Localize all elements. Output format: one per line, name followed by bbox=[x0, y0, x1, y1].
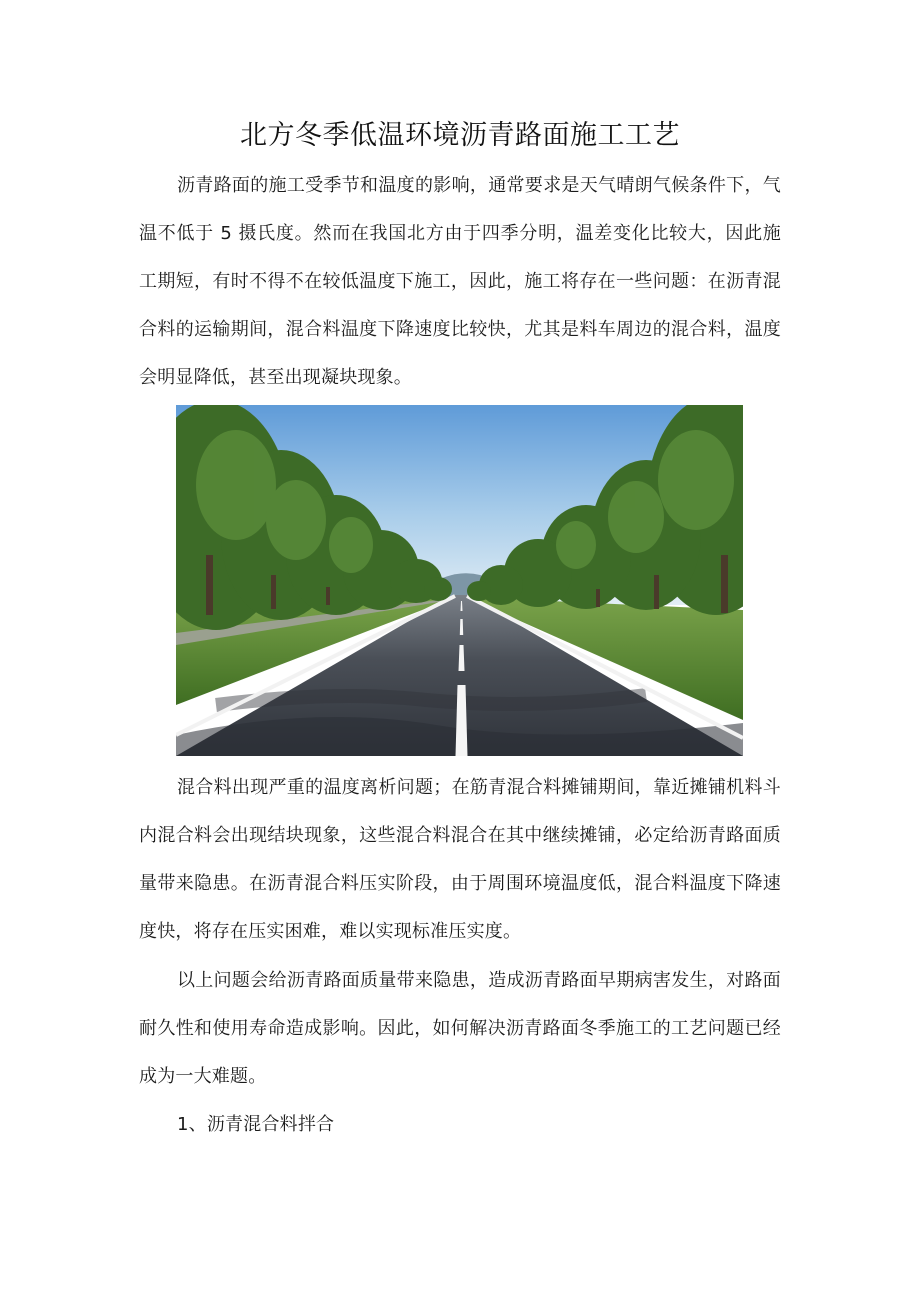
paragraph-quality-risk: 以上问题会给沥青路面质量带来隐患，造成沥青路面早期病害发生，对路面耐久性和使用寿命造成影响。因此，如何解决沥青路面冬季施工的工艺问题已经成为一大难题。 bbox=[139, 970, 781, 1087]
road-photo bbox=[176, 405, 743, 756]
paragraph-intro: 沥青路面的施工受季节和温度的影响，通常要求是天气晴朗气候条件下，气温不低于 5 摄氏度。然而在我国北方由于四季分明，温差变化比较大，因此施工期短，有时不得不在较低温度下施工，因此，施工将存在一些问题：在沥青混合料的运输期间，混合料温度下降速度比较快，尤其是料车周边的混合料，温度会明显降低，甚至出现凝块现象。 bbox=[139, 175, 781, 388]
document-title: 北方冬季低温环境沥青路面施工工艺 bbox=[240, 120, 680, 151]
paragraph-segregation: 混合料出现严重的温度离析问题；在筋青混合料摊铺期间，靠近摊铺机料斗内混合料会出现结块现象，这些混合料混合在其中继续摊铺，必定给沥青路面质量带来隐患。在沥青混合料压实阶段，由于周围环境温度低，混合料温度下降速度快，将存在压实困难，难以实现标准压实度。 bbox=[139, 777, 781, 942]
section-heading-mixing: 1、沥青混合料拌合 bbox=[177, 1114, 335, 1135]
